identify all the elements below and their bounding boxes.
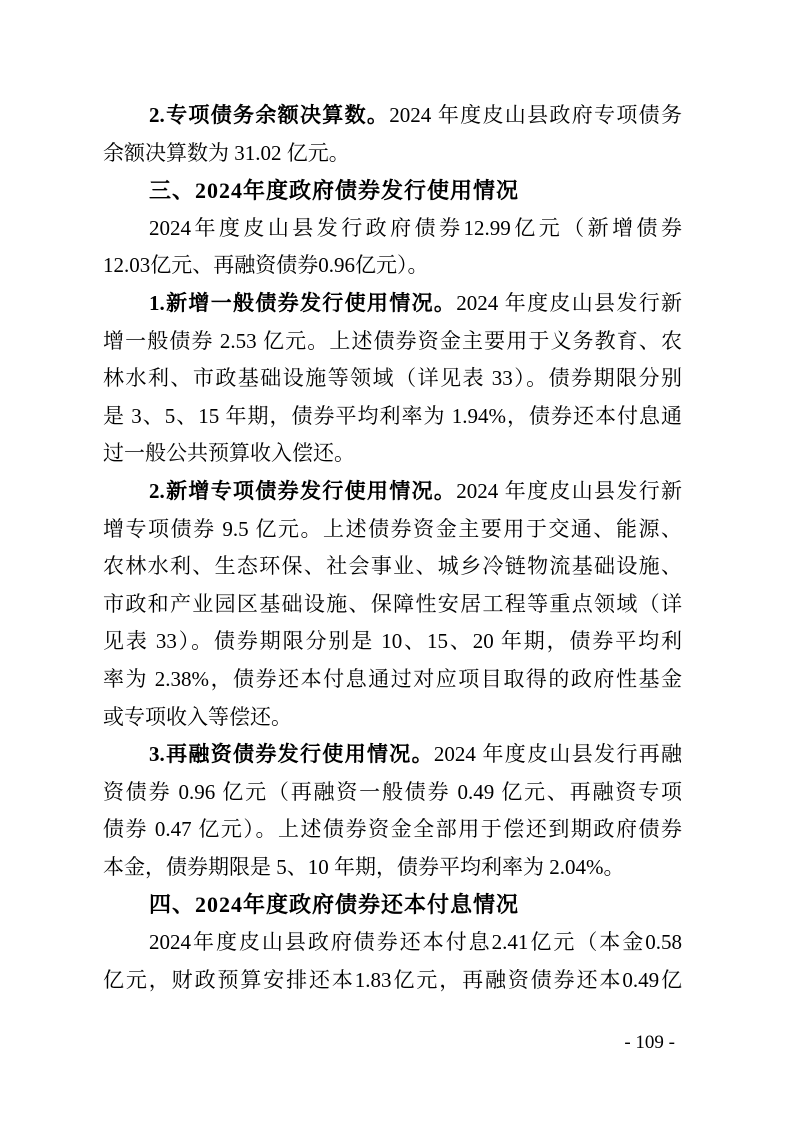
body-text: 2024 年度皮山县发行新 xyxy=(456,290,682,315)
lead-bold-text: 四、2024年度政府债券还本付息情况 xyxy=(149,892,520,918)
body-text: 2024 年度皮山县发行新 xyxy=(456,478,682,503)
section-heading xyxy=(103,172,682,210)
page-number: - 109 - xyxy=(624,1032,675,1053)
paragraph-line xyxy=(103,586,682,624)
paragraph-line xyxy=(103,774,682,812)
paragraph-line xyxy=(103,736,682,774)
body-text: 林水利、市政基础设施等领域（详见表 33）。债券期限分别 xyxy=(103,366,682,391)
body-text: 农林水利、生态环保、社会事业、城乡冷链物流基础设施、 xyxy=(103,554,682,579)
paragraph-line xyxy=(103,511,682,549)
paragraph-line xyxy=(103,323,682,361)
paragraph-line xyxy=(103,924,682,962)
paragraph-line xyxy=(103,360,682,398)
body-text: 2024 年度皮山县政府专项债务 xyxy=(389,103,682,127)
paragraph-line xyxy=(103,623,682,661)
paragraph-line xyxy=(103,699,682,737)
paragraph-line xyxy=(103,811,682,849)
paragraph-line xyxy=(103,247,682,285)
body-text: 12.03亿元、再融资债券0.96亿元）。 xyxy=(103,253,429,278)
paragraph-line xyxy=(103,849,682,887)
paragraph-line xyxy=(103,661,682,699)
body-text: 或专项收入等偿还。 xyxy=(103,704,292,729)
body-text: 是 3、5、15 年期，债券平均利率为 1.94%，债券还本付息通 xyxy=(103,403,682,428)
body-text: 本金，债券期限是 5、10 年期，债券平均利率为 2.04%。 xyxy=(103,854,625,879)
paragraph-line xyxy=(103,135,682,173)
paragraph-line xyxy=(103,548,682,586)
document-body xyxy=(103,97,682,999)
body-text: 2024年度皮山县政府债券还本付息2.41亿元（本金0.58 xyxy=(149,930,682,955)
body-text: 过一般公共预算收入偿还。 xyxy=(103,441,355,466)
lead-bold-text: 2.新增专项债券发行使用情况。 xyxy=(149,478,457,503)
paragraph-line xyxy=(103,97,682,135)
body-text: 债券 0.47 亿元）。上述债券资金全部用于偿还到期政府债券 xyxy=(103,817,682,842)
section-heading xyxy=(103,886,682,924)
paragraph-line xyxy=(103,210,682,248)
body-text: 见表 33）。债券期限分别是 10、15、20 年期，债券平均利 xyxy=(103,629,682,654)
body-text: 市政和产业园区基础设施、保障性安居工程等重点领域（详 xyxy=(103,591,682,616)
paragraph-line xyxy=(103,473,682,511)
paragraph-line xyxy=(103,398,682,436)
paragraph-line xyxy=(103,962,682,1000)
body-text: 余额决算数为 31.02 亿元。 xyxy=(103,140,350,165)
body-text: 增一般债券 2.53 亿元。上述债券资金主要用于义务教育、农 xyxy=(103,328,682,353)
body-text: 增专项债券 9.5 亿元。上述债券资金主要用于交通、能源、 xyxy=(103,516,682,541)
body-text: 资债券 0.96 亿元（再融资一般债券 0.49 亿元、再融资专项 xyxy=(103,779,682,804)
body-text: 率为 2.38%，债券还本付息通过对应项目取得的政府性基金 xyxy=(103,666,682,691)
lead-bold-text: 3.再融资债券发行使用情况。 xyxy=(149,742,434,767)
paragraph-line xyxy=(103,285,682,323)
lead-bold-text: 1.新增一般债券发行使用情况。 xyxy=(149,290,457,315)
body-text: 2024年度皮山县发行政府债券12.99亿元（新增债券 xyxy=(149,215,682,240)
lead-bold-text: 三、2024年度政府债券发行使用情况 xyxy=(149,178,520,204)
lead-bold-text: 2.专项债务余额决算数。 xyxy=(149,103,390,127)
paragraph-line xyxy=(103,435,682,473)
body-text: 2024 年度皮山县发行再融 xyxy=(433,742,682,767)
body-text: 亿元，财政预算安排还本1.83亿元，再融资债券还本0.49亿 xyxy=(103,967,682,992)
